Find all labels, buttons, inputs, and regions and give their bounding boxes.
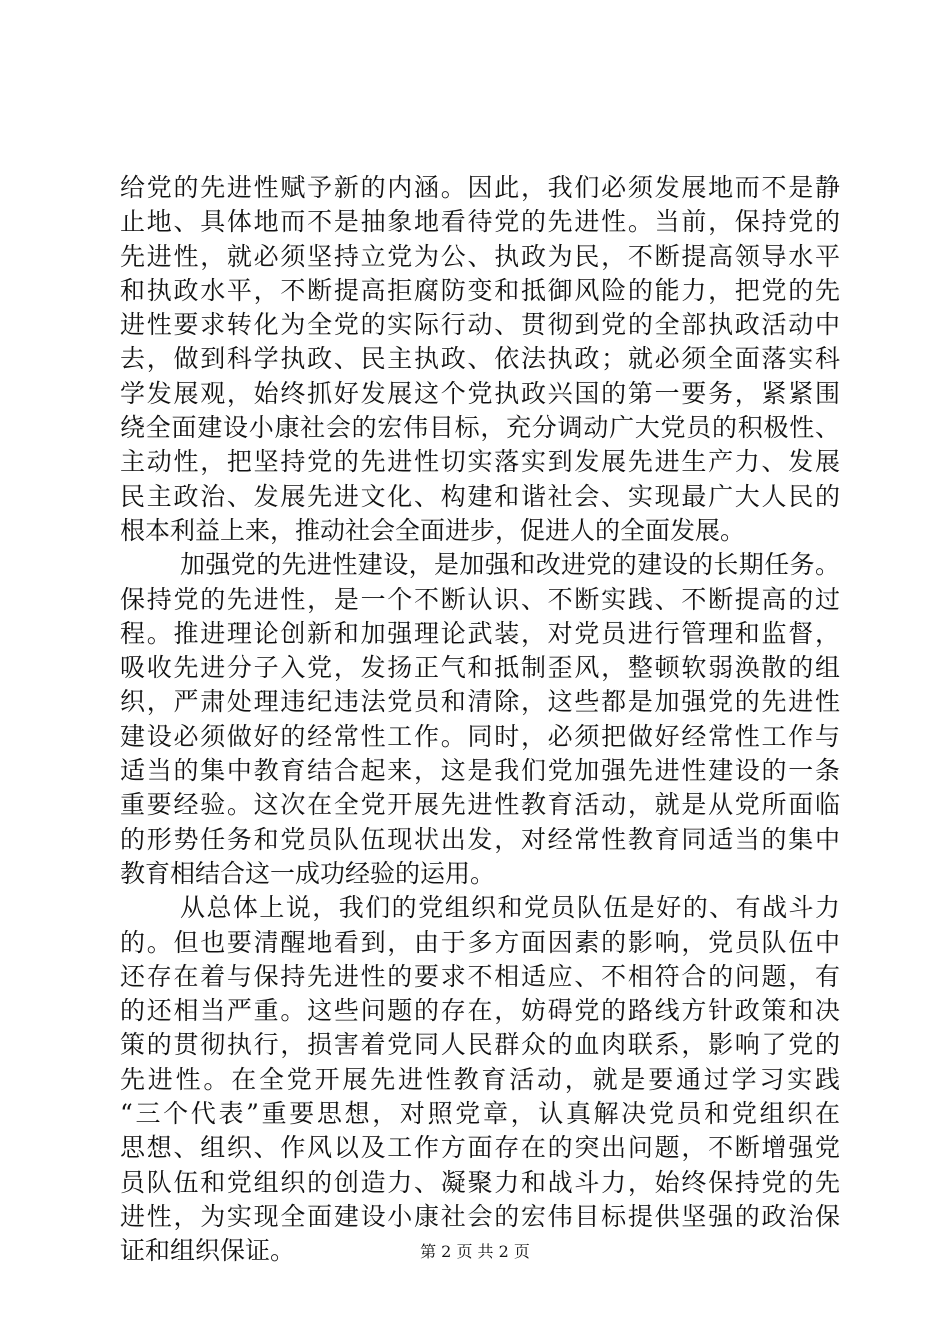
text-line: 的。但也要清醒地看到，由于多方面因素的影响，党员队伍中 [120, 927, 840, 957]
text-line: 和执政水平，不断提高拒腐防变和抵御风险的能力，把党的先 [120, 275, 840, 305]
text-line: 策的贯彻执行，损害着党同人民群众的血肉联系，影响了党的 [120, 1030, 840, 1060]
text-line: 的形势任务和党员队伍现状出发，对经常性教育同适当的集中 [120, 824, 840, 854]
text-line: 程。推进理论创新和加强理论武装，对党员进行管理和监督， [120, 618, 840, 648]
text-line: 去，做到科学执政、民主执政、依法执政；就必须全面落实科 [120, 344, 840, 374]
text-line: 先进性，就必须坚持立党为公、执政为民，不断提高领导水平 [120, 241, 840, 271]
text-line: 给党的先进性赋予新的内涵。因此，我们必须发展地而不是静 [120, 173, 840, 202]
document-body [120, 171, 840, 1269]
text-line: 教育相结合这一成功经验的运用。 [120, 858, 496, 888]
text-line: 根本利益上来，推动社会全面进步，促进人的全面发展。 [120, 515, 746, 545]
text-line: 建设必须做好的经常性工作。同时，必须把做好经常性工作与 [120, 721, 840, 751]
text-line: 吸收先进分子入党，发扬正气和抵制歪风，整顿软弱涣散的组 [120, 653, 840, 683]
text-line: 主动性，把坚持党的先进性切实落实到发展先进生产力、发展 [120, 447, 840, 477]
text-line: 先进性。在全党开展先进性教育活动，就是要通过学习实践 [120, 1064, 840, 1094]
text-line: 加强党的先进性建设，是加强和改进党的建设的长期任务。 [180, 550, 840, 580]
text-line: 学发展观，始终抓好发展这个党执政兴国的第一要务，紧紧围 [120, 378, 840, 408]
text-line: 员队伍和党组织的创造力、凝聚力和战斗力，始终保持党的先 [120, 1167, 840, 1197]
text-line: 适当的集中教育结合起来，这是我们党加强先进性建设的一条 [120, 756, 840, 786]
text-line: 民主政治、发展先进文化、构建和谐社会、实现最广大人民的 [120, 481, 840, 511]
text-line: “三个代表”重要思想，对照党章，认真解决党员和党组织在 [120, 1099, 840, 1129]
page-footer: 第 2 页 共 2 页 [420, 1242, 530, 1261]
text-line: 保持党的先进性，是一个不断认识、不断实践、不断提高的过 [120, 584, 840, 614]
text-line: 进性，为实现全面建设小康社会的宏伟目标提供坚强的政治保 [120, 1201, 840, 1231]
text-line: 绕全面建设小康社会的宏伟目标，充分调动广大党员的积极性、 [120, 413, 840, 443]
text-line: 思想、组织、作风以及工作方面存在的突出问题，不断增强党 [120, 1133, 840, 1163]
text-line: 证和组织保证。 [120, 1236, 296, 1266]
text-line: 重要经验。这次在全党开展先进性教育活动，就是从党所面临 [120, 790, 840, 820]
text-line: 还存在着与保持先进性的要求不相适应、不相符合的问题，有 [120, 961, 840, 991]
text-line: 的还相当严重。这些问题的存在，妨碍党的路线方针政策和决 [120, 996, 840, 1026]
text-line: 织，严肃处理违纪违法党员和清除，这些都是加强党的先进性 [120, 687, 840, 717]
text-line: 进性要求转化为全党的实际行动、贯彻到党的全部执政活动中 [120, 310, 840, 340]
text-line: 从总体上说，我们的党组织和党员队伍是好的、有战斗力 [180, 893, 840, 923]
text-line: 止地、具体地而不是抽象地看待党的先进性。当前，保持党的 [120, 207, 840, 237]
